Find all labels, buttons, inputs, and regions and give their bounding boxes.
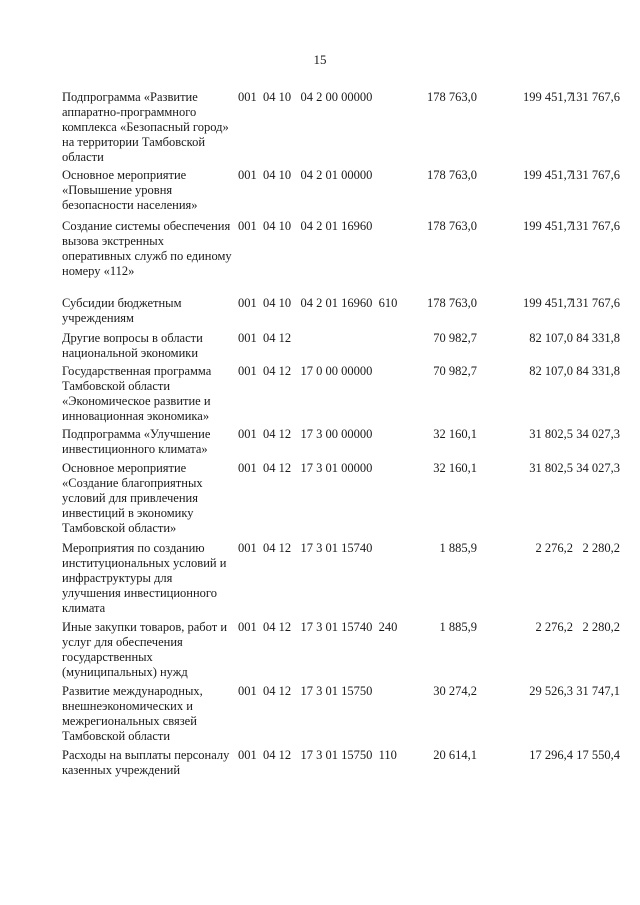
row-value-2: 17 296,4 [529,748,573,762]
row-name: Развитие международных, внешнеэкономических и межрегиональных связей Тамбовской области [62,684,203,743]
row-value-3: 34 027,3 [576,461,620,475]
row-value-1: 1 885,9 [439,541,477,555]
row-value-3: 2 280,2 [582,620,620,634]
row-code: 001 04 12 17 0 00 00000 [238,364,373,378]
page-number: 15 [313,52,327,67]
row-value-2: 2 276,2 [535,620,573,634]
row-code: 001 04 10 04 2 00 00000 [238,90,373,104]
row-value-1: 70 982,7 [433,331,477,345]
row-value-1: 32 160,1 [433,461,477,475]
row-value-2: 199 451,7 [523,168,573,182]
row-value-3: 131 767,6 [570,219,620,233]
row-value-3: 131 767,6 [570,168,620,182]
row-name: Мероприятия по созданию институциональных условий и инфраструктуры для улучшения инвестиционного климата [62,541,227,615]
row-value-1: 178 763,0 [427,219,477,233]
row-value-3: 84 331,8 [576,364,620,378]
row-value-2: 199 451,7 [523,296,573,310]
row-value-1: 178 763,0 [427,168,477,182]
row-value-1: 70 982,7 [433,364,477,378]
row-value-1: 20 614,1 [433,748,477,762]
row-value-2: 199 451,7 [523,219,573,233]
row-value-2: 82 107,0 [529,364,573,378]
row-value-3: 34 027,3 [576,427,620,441]
row-value-3: 131 767,6 [570,296,620,310]
row-name: Субсидии бюджетным учреждениям [62,296,182,325]
row-code: 001 04 10 04 2 01 00000 [238,168,373,182]
row-name: Подпрограмма «Улучшение инвестиционного климата» [62,427,211,456]
row-code: 001 04 12 17 3 00 00000 [238,427,373,441]
row-value-2: 29 526,3 [529,684,573,698]
row-value-2: 199 451,7 [523,90,573,104]
row-value-3: 31 747,1 [576,684,620,698]
row-code: 001 04 12 17 3 01 15740 [238,541,373,555]
row-name: Основное мероприятие «Создание благоприятных условий для привлечения инвестиций в экономику Тамбовской области» [62,461,203,535]
row-value-2: 82 107,0 [529,331,573,345]
row-value-3: 84 331,8 [576,331,620,345]
row-name: Государственная программа Тамбовской области «Экономическое развитие и инновационная экономика» [62,364,212,423]
row-value-2: 31 802,5 [529,427,573,441]
row-value-1: 30 274,2 [433,684,477,698]
row-code: 001 04 12 [238,331,292,345]
row-name: Расходы на выплаты персоналу казенных учреждений [62,748,230,777]
row-value-3: 131 767,6 [570,90,620,104]
row-value-3: 2 280,2 [582,541,620,555]
row-code: 001 04 12 17 3 01 15740 240 [238,620,398,634]
row-name: Создание системы обеспечения вызова экстренных оперативных служб по единому номеру «112» [62,219,232,278]
row-code: 001 04 12 17 3 01 15750 110 [238,748,397,762]
row-value-1: 178 763,0 [427,90,477,104]
row-name: Другие вопросы в области национальной экономики [62,331,203,360]
row-value-1: 178 763,0 [427,296,477,310]
row-value-3: 17 550,4 [576,748,620,762]
row-code: 001 04 10 04 2 01 16960 [238,219,373,233]
row-name: Основное мероприятие «Повышение уровня безопасности населения» [62,168,198,212]
row-code: 001 04 12 17 3 01 00000 [238,461,373,475]
row-value-1: 1 885,9 [439,620,477,634]
row-name: Подпрограмма «Развитие аппаратно-программного комплекса «Безопасный город» на территории Тамбовской области [62,90,229,164]
row-value-1: 32 160,1 [433,427,477,441]
row-value-2: 2 276,2 [535,541,573,555]
row-value-2: 31 802,5 [529,461,573,475]
row-name: Иные закупки товаров, работ и услуг для обеспечения государственных (муниципальных) нужд [62,620,228,679]
row-code: 001 04 12 17 3 01 15750 [238,684,373,698]
row-code: 001 04 10 04 2 01 16960 610 [238,296,398,310]
